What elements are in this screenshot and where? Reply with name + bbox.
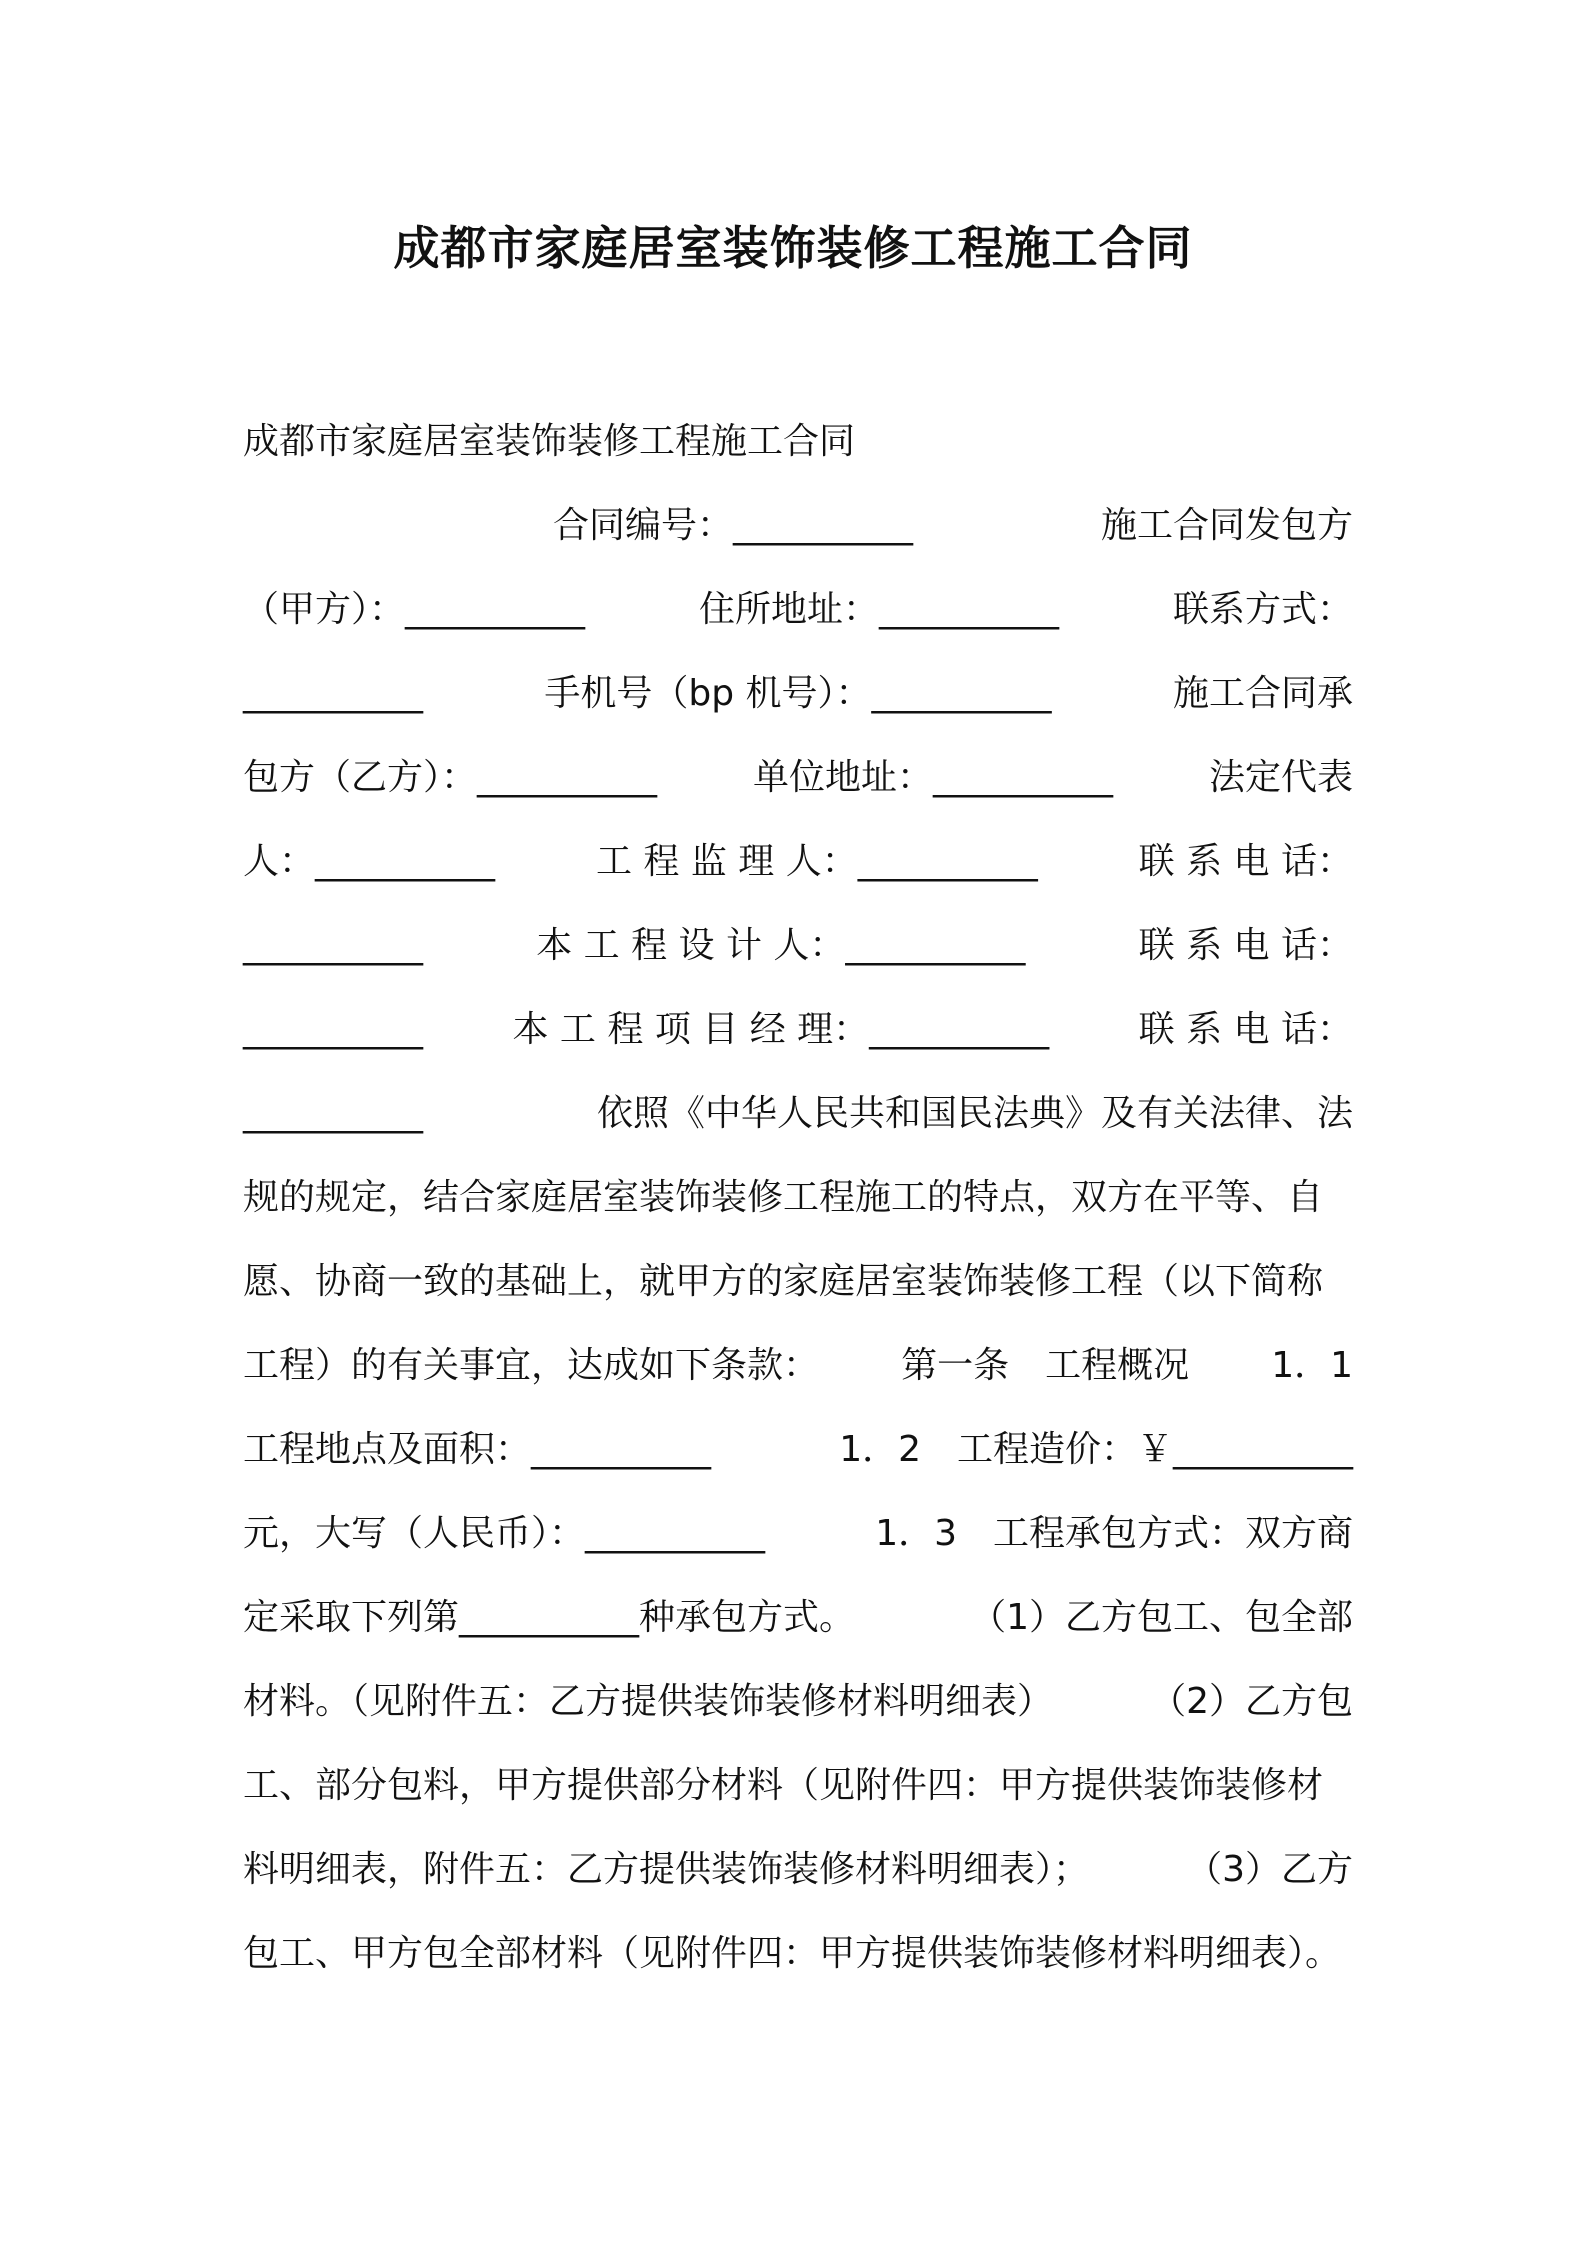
line-15-seg-1: 材料。（见附件五：乙方提供装饰装修材料明细表） [243,1681,1054,1722]
line-6-seg-3: 联 系 电 话： [1138,925,1353,966]
text-line-13 [243,1492,1353,1576]
text-line-18 [243,1912,1353,1996]
document-title: 成都市家庭居室装饰装修工程施工合同 [393,221,1193,275]
line-6-seg-1: __________ [243,925,423,966]
line-11-seg-2: 第一条 工程概况 [901,1345,1190,1386]
line-4-seg-3: 法定代表 [1208,757,1353,798]
text-line-15 [243,1660,1353,1744]
text-line-3 [243,652,1353,736]
text-line-5 [243,820,1353,904]
contract-heading [243,400,1353,484]
line-3-seg-2: 手机号（bp 机号）：__________ [544,673,1052,714]
text-line-4 [243,736,1353,820]
text-line-11 [243,1324,1353,1408]
line-1-seg-3: 施工合同发包方 [1100,505,1353,546]
line-8-seg-2: 依照《中华人民共和国民法典》及有关法律、法 [596,1093,1353,1134]
line-1-seg-2: 合同编号：__________ [553,505,914,546]
line-3-seg-3: 施工合同承 [1172,673,1353,714]
line-12-seg-2: 1．2 工程造价：￥__________ [839,1429,1353,1470]
text-line-6 [243,904,1353,988]
text-line-12 [243,1408,1353,1492]
line-11-seg-3: 1．1 [1271,1345,1353,1386]
line-5-seg-3: 联 系 电 话： [1138,841,1353,882]
line-8-seg-1: __________ [243,1093,423,1134]
contract-heading-text: 成都市家庭居室装饰装修工程施工合同 [243,421,856,462]
line-14-seg-2: （1）乙方包工、包全部 [970,1597,1353,1638]
text-line-1 [243,484,1353,568]
text-line-14 [243,1576,1353,1660]
line-9-seg-1: 规的规定，结合家庭居室装饰装修工程施工的特点，双方在平等、自 [243,1177,1324,1218]
line-14-seg-1: 定采取下列第__________种承包方式。 [243,1597,856,1638]
line-3-seg-1: __________ [243,673,423,714]
line-15-seg-2: （2）乙方包 [1150,1681,1353,1722]
text-line-17 [243,1828,1353,1912]
line-7-seg-1: __________ [243,1009,423,1050]
text-line-10 [243,1240,1353,1324]
text-line-7 [243,988,1353,1072]
line-2-seg-2: 住所地址：__________ [698,589,1059,630]
line-6-seg-2: 本 工 程 设 计 人：__________ [536,925,1026,966]
line-4-seg-2: 单位地址：__________ [752,757,1113,798]
text-line-2 [243,568,1353,652]
line-7-seg-3: 联 系 电 话： [1138,1009,1353,1050]
line-5-seg-2: 工 程 监 理 人：__________ [595,841,1038,882]
line-12-seg-1: 工程地点及面积：__________ [243,1429,712,1470]
line-4-seg-1: 包方（乙方）：__________ [243,757,658,798]
line-2-seg-1: （甲方）：__________ [243,589,586,630]
line-2-seg-3: 联系方式： [1172,589,1353,630]
line-13-seg-2: 1．3 工程承包方式：双方商 [875,1513,1353,1554]
line-17-seg-2: （3）乙方 [1186,1849,1353,1890]
line-11-seg-1: 工程）的有关事宜，达成如下条款： [243,1345,820,1386]
line-13-seg-1: 元，大写（人民币）：__________ [243,1513,766,1554]
line-16-seg-1: 工、部分包料，甲方提供部分材料（见附件四：甲方提供装饰装修材 [243,1765,1324,1806]
contract-body [243,400,1353,1996]
line-5-seg-1: 人：__________ [243,841,496,882]
line-18-seg-1: 包工、甲方包全部材料（见附件四：甲方提供装饰装修材料明细表）。 [243,1933,1342,1974]
text-line-16 [243,1744,1353,1828]
text-line-9 [243,1156,1353,1240]
line-10-seg-1: 愿、协商一致的基础上，就甲方的家庭居室装饰装修工程（以下简称 [243,1261,1324,1302]
line-17-seg-1: 料明细表，附件五：乙方提供装饰装修材料明细表）； [243,1849,1090,1890]
line-7-seg-2: 本 工 程 项 目 经 理：__________ [512,1009,1050,1050]
text-line-8 [243,1072,1353,1156]
